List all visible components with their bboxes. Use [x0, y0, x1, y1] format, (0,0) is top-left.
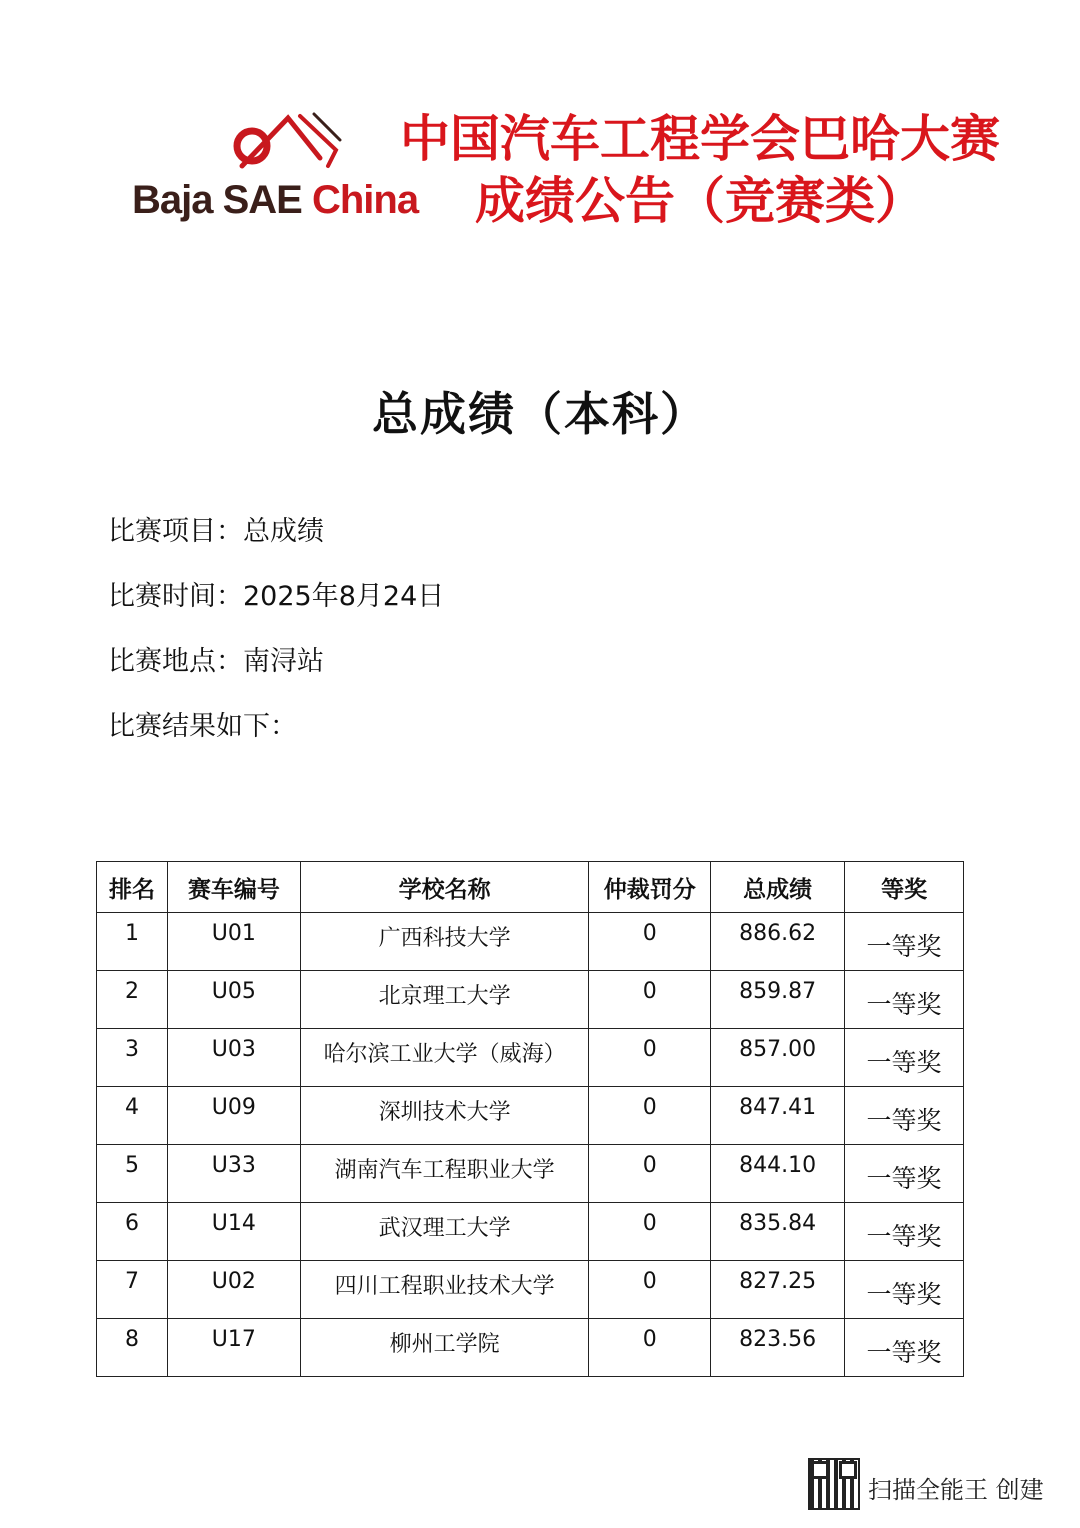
cell-penalty: 0: [589, 971, 711, 1029]
cell-total-score: 857.00: [711, 1029, 845, 1087]
cell-car-number: U03: [167, 1029, 300, 1087]
table-row: [97, 1319, 964, 1377]
cell-rank: 6: [97, 1203, 168, 1261]
cell-car-number: U02: [167, 1261, 300, 1319]
competition-info: [108, 512, 444, 772]
table-row: [97, 1203, 964, 1261]
cell-award: 一等奖: [845, 1319, 964, 1377]
cell-car-number: U33: [167, 1145, 300, 1203]
table-row: [97, 1087, 964, 1145]
cell-school: 深圳技术大学: [300, 1087, 589, 1145]
event-item-row: [108, 512, 444, 577]
baja-sae-china-logo: [128, 108, 419, 223]
cell-school: 湖南汽车工程职业大学: [300, 1145, 589, 1203]
cell-car-number: U14: [167, 1203, 300, 1261]
cell-award: 一等奖: [845, 1087, 964, 1145]
cell-total-score: 886.62: [711, 913, 845, 971]
cell-total-score: 835.84: [711, 1203, 845, 1261]
cell-rank: 5: [97, 1145, 168, 1203]
table-row: [97, 1261, 964, 1319]
table-row: [97, 971, 964, 1029]
cell-car-number: U05: [167, 971, 300, 1029]
cell-school: 武汉理工大学: [300, 1203, 589, 1261]
cell-school: 哈尔滨工业大学（威海）: [300, 1029, 589, 1087]
cell-rank: 2: [97, 971, 168, 1029]
scanner-watermark: [808, 1458, 1058, 1512]
event-place-row: [108, 642, 444, 707]
logo-mark-icon: [228, 108, 348, 178]
cell-penalty: 0: [589, 1029, 711, 1087]
announcement-header: [390, 108, 1010, 232]
cell-car-number: U09: [167, 1087, 300, 1145]
results-intro: 比赛结果如下：: [108, 711, 297, 742]
results-table: [96, 861, 964, 1377]
header-penalty: 仲裁罚分: [589, 862, 711, 913]
cell-award: 一等奖: [845, 1203, 964, 1261]
cell-award: 一等奖: [845, 971, 964, 1029]
qr-code-icon: [808, 1458, 860, 1510]
cell-car-number: U17: [167, 1319, 300, 1377]
cell-total-score: 823.56: [711, 1319, 845, 1377]
event-time-label: 比赛时间：: [108, 581, 243, 612]
cell-total-score: 827.25: [711, 1261, 845, 1319]
cell-school: 北京理工大学: [300, 971, 589, 1029]
cell-award: 一等奖: [845, 913, 964, 971]
header-rank: 排名: [97, 862, 168, 913]
cell-total-score: 847.41: [711, 1087, 845, 1145]
event-place-label: 比赛地点：: [108, 646, 243, 677]
header-car-number: 赛车编号: [167, 862, 300, 913]
header-award: 等奖: [845, 862, 964, 913]
cell-penalty: 0: [589, 1319, 711, 1377]
cell-penalty: 0: [589, 1203, 711, 1261]
cell-award: 一等奖: [845, 1261, 964, 1319]
cell-total-score: 859.87: [711, 971, 845, 1029]
cell-rank: 3: [97, 1029, 168, 1087]
cell-penalty: 0: [589, 913, 711, 971]
cell-penalty: 0: [589, 1087, 711, 1145]
cell-award: 一等奖: [845, 1145, 964, 1203]
event-time-value: 2025年8月24日: [243, 581, 445, 612]
table-row: [97, 1029, 964, 1087]
cell-penalty: 0: [589, 1145, 711, 1203]
event-time-row: [108, 577, 444, 642]
cell-total-score: 844.10: [711, 1145, 845, 1203]
page-title: 总成绩（本科）: [372, 387, 708, 441]
event-item-label: 比赛项目：: [108, 516, 243, 547]
header-total-score: 总成绩: [711, 862, 845, 913]
logo-wordmark: [132, 178, 418, 223]
logo-wordmark-part1: Baja SAE: [132, 178, 312, 222]
cell-school: 柳州工学院: [300, 1319, 589, 1377]
watermark-text: 扫描全能王 创建: [868, 1476, 1044, 1504]
table-header-row: [97, 862, 964, 913]
cell-penalty: 0: [589, 1261, 711, 1319]
header-school: 学校名称: [300, 862, 589, 913]
table-row: [97, 1145, 964, 1203]
logo-wordmark-part2: China: [311, 178, 419, 222]
header-title-line2: 成绩公告（竞赛类）: [475, 172, 925, 230]
cell-rank: 1: [97, 913, 168, 971]
cell-school: 四川工程职业技术大学: [300, 1261, 589, 1319]
event-item-value: 总成绩: [243, 516, 324, 547]
cell-rank: 4: [97, 1087, 168, 1145]
header-title-line1: 中国汽车工程学会巴哈大赛: [400, 110, 1000, 168]
table-row: [97, 913, 964, 971]
cell-car-number: U01: [167, 913, 300, 971]
cell-award: 一等奖: [845, 1029, 964, 1087]
cell-rank: 7: [97, 1261, 168, 1319]
cell-rank: 8: [97, 1319, 168, 1377]
cell-school: 广西科技大学: [300, 913, 589, 971]
event-place-value: 南浔站: [243, 646, 324, 677]
